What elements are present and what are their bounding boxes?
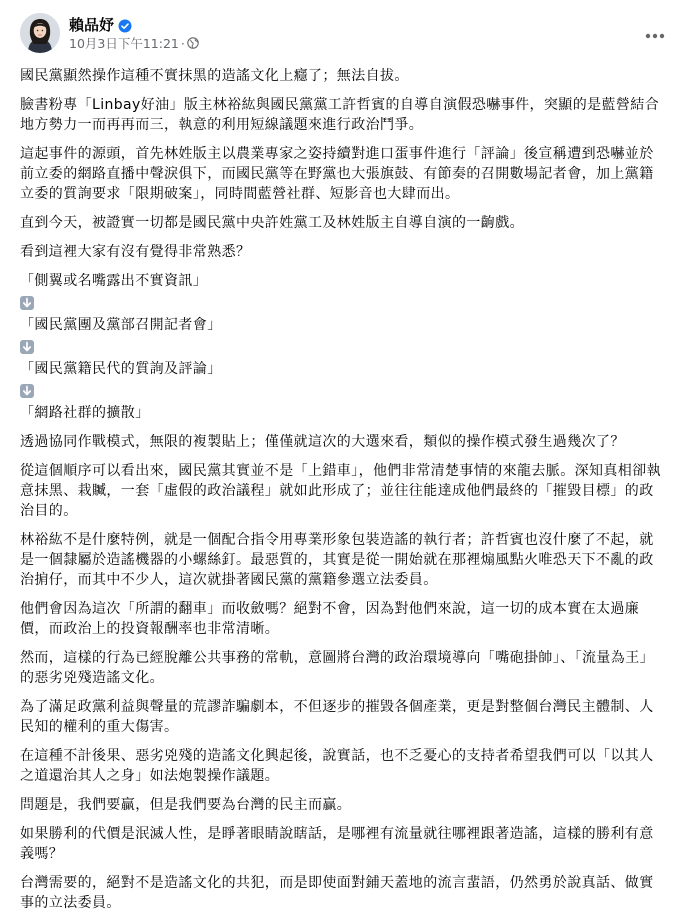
author-avatar[interactable] [20,13,60,53]
flow-step: 「網路社群的擴散」 [20,405,150,421]
post-subline [69,36,637,51]
more-horizontal-icon [645,24,665,43]
author-name[interactable]: 賴品妤 [69,15,115,34]
post-paragraph: 在這種不計後果、惡劣兇殘的造謠文化興起後，說實話，也不乏憂心的支持者希望我們可以「以其人之道還治其人之身」如法炮製操作議題。 [20,748,654,784]
flow-arrow [20,382,667,400]
post-paragraph: 透過協同作戰模式，無限的複製貼上；僅僅就這次的大選來看，類似的操作模式發生過幾次了？ [20,434,625,450]
post-header [20,10,667,56]
post-paragraph: 台灣需要的，絕對不是造謠文化的共犯，而是即使面對鋪天蓋地的流言蜚語，仍然勇於說真話、做實事的立法委員。 [20,875,654,911]
post-paragraph: 從這個順序可以看出來，國民黨其實並不是「上錯車」，他們非常清楚事情的來龍去脈。深知真相卻執意抹黑、栽贓，一套「虛假的政治議程」就如此形成了；並往往能達成他們最終的「摧毀目標」的政治目的。 [20,463,661,519]
arrow-down-emoji-icon [20,340,34,354]
arrow-down-emoji-icon [20,384,34,398]
post-paragraph: 問題是，我們要贏，但是我們要為台灣的民主而贏。 [20,797,352,813]
flow-step: 「側翼或名嘴露出不實資訊」 [20,273,208,289]
post-paragraph: 這起事件的源頭，首先林姓版主以農業專家之姿持續對進口蛋事件進行「評論」後宣稱遭到恐嚇並於前立委的網路直播中聲淚俱下，而國民黨等在野黨也大張旗鼓、有節奏的召開數場記者會，加上黨籍立委的質詢要求「限期破案」，同時間藍營社群、短影音也大肆而出。 [20,146,654,202]
arrow-down-emoji-icon [20,296,34,310]
post-paragraph: 他們會因為這次「所謂的翻車」而收斂嗎？絕對不會，因為對他們來說，這一切的成本實在太過廉價，而政治上的投資報酬率也非常清晰。 [20,601,640,637]
globe-icon[interactable] [187,37,199,49]
verified-badge-icon [118,18,132,32]
more-options-button[interactable] [637,15,673,51]
author-row [69,16,637,34]
flow-step: 「國民黨團及黨部召開記者會」 [20,317,222,333]
post-paragraph: 看到這裡大家有沒有覺得非常熟悉？ [20,244,251,260]
post-timestamp[interactable]: 10月3日下午11:21 [69,35,179,51]
post-paragraph: 如果勝利的代價是泯滅人性，是睜著眼睛說瞎話，是哪裡有流量就往哪裡跟著造謠，這樣的勝利有意義嗎？ [20,826,654,862]
post-paragraph: 為了滿足政黨利益與聲量的荒謬詐騙劇本，不但逐步的摧毀各個產業，更是對整個台灣民主體制、人民知的權利的重大傷害。 [20,699,654,735]
post-body [20,66,667,913]
flow-arrow [20,338,667,356]
flow-arrow [20,294,667,312]
post-paragraph: 臉書粉專「Linbay好油」版主林裕紘與國民黨黨工許哲賓的自導自演假恐嚇事件，突顯的是藍營結合地方勢力一而再再而三，執意的利用短線議題來進行政治鬥爭。 [20,97,660,133]
post-paragraph: 國民黨顯然操作這種不實抹黑的造謠文化上癮了；無法自拔。 [20,68,409,84]
post-meta [69,16,637,51]
post-paragraph: 直到今天，被證實一切都是國民黨中央許姓黨工及林姓版主自導自演的一齣戲。 [20,215,524,231]
post-paragraph: 林裕紘不是什麼特例，就是一個配合指令用專業形象包裝造謠的執行者；許哲賓也沒什麼了不起，就是一個隸屬於造謠機器的小螺絲釘。最惡質的，其實是從一開始就在那裡煽風點火唯恐天下不亂的政治掮仔，而其中不少人，這次就掛著國民黨的黨籍參選立法委員。 [20,532,654,588]
flow-step: 「國民黨籍民代的質詢及評論」 [20,361,222,377]
meta-separator: · [180,35,185,51]
post-paragraph: 然而，這樣的行為已經脫離公共事務的常軌，意圖將台灣的政治環境導向「嘴砲掛帥」、「流量為王」的惡劣兇殘造謠文化。 [20,650,654,686]
avatar-portrait [20,13,60,53]
